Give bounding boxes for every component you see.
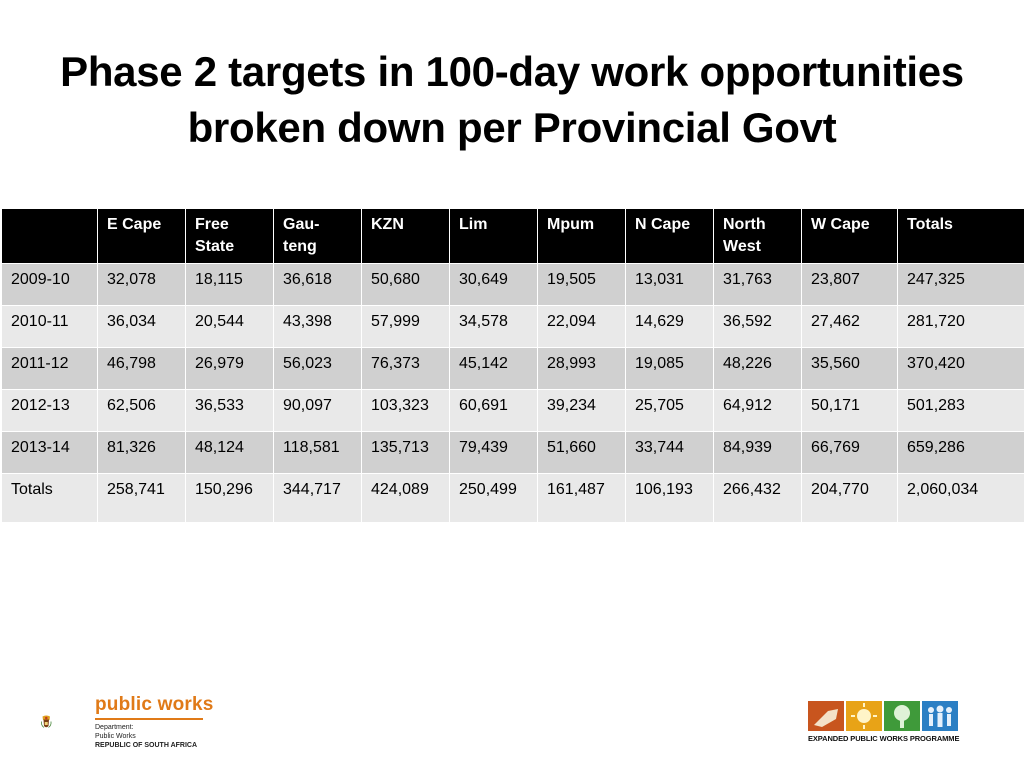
table-cell: 22,094 xyxy=(538,306,626,348)
table-cell: 45,142 xyxy=(450,348,538,390)
public-works-name: public works xyxy=(95,694,214,715)
table-cell: 247,325 xyxy=(898,264,1024,306)
row-label-cell: 2011-12 xyxy=(2,348,98,390)
table-cell: 20,544 xyxy=(186,306,274,348)
table-cell: 106,193 xyxy=(626,474,714,523)
row-label-cell: Totals xyxy=(2,474,98,523)
table-cell: 57,999 xyxy=(362,306,450,348)
header-cell-north-west: North West xyxy=(714,209,802,264)
table-cell: 50,171 xyxy=(802,390,898,432)
table-cell: 81,326 xyxy=(98,432,186,474)
public-works-divider xyxy=(95,718,203,720)
table-cell: 26,979 xyxy=(186,348,274,390)
table-cell: 14,629 xyxy=(626,306,714,348)
header-cell-kzn: KZN xyxy=(362,209,450,264)
table-cell: 2,060,034 xyxy=(898,474,1024,523)
targets-table xyxy=(1,208,1024,523)
public-works-department: Department: xyxy=(95,724,134,731)
row-label-cell: 2012-13 xyxy=(2,390,98,432)
table-cell: 84,939 xyxy=(714,432,802,474)
people-icon xyxy=(922,701,958,731)
table-cell: 370,420 xyxy=(898,348,1024,390)
table-cell: 36,533 xyxy=(186,390,274,432)
table-cell: 51,660 xyxy=(538,432,626,474)
table-cell: 48,226 xyxy=(714,348,802,390)
title-line-2: broken down per Provincial Govt xyxy=(187,104,837,151)
table-cell: 27,462 xyxy=(802,306,898,348)
table-cell: 25,705 xyxy=(626,390,714,432)
table-cell: 66,769 xyxy=(802,432,898,474)
table-cell: 103,323 xyxy=(362,390,450,432)
table-cell: 118,581 xyxy=(274,432,362,474)
table-cell: 30,649 xyxy=(450,264,538,306)
table-cell: 161,487 xyxy=(538,474,626,523)
coat-of-arms-icon xyxy=(41,716,51,728)
epwp-tiles xyxy=(808,701,960,731)
table-cell: 501,283 xyxy=(898,390,1024,432)
header-cell-lim: Lim xyxy=(450,209,538,264)
table-cell: 23,807 xyxy=(802,264,898,306)
header-cell-gauteng: Gau-teng xyxy=(274,209,362,264)
table-cell: 250,499 xyxy=(450,474,538,523)
table-cell: 135,713 xyxy=(362,432,450,474)
table-cell: 18,115 xyxy=(186,264,274,306)
coat-of-arms-logo xyxy=(40,692,90,752)
tree-icon xyxy=(884,701,920,731)
header-cell-n-cape: N Cape xyxy=(626,209,714,264)
table-cell: 424,089 xyxy=(362,474,450,523)
header-cell-totals: Totals xyxy=(898,209,1024,264)
title-line-1: Phase 2 targets in 100-day work opportunities xyxy=(60,48,964,95)
header-cell-e-cape: E Cape xyxy=(98,209,186,264)
slide-title xyxy=(0,44,1024,156)
table-cell: 90,097 xyxy=(274,390,362,432)
table-cell: 48,124 xyxy=(186,432,274,474)
table-row xyxy=(2,348,1024,390)
sun-icon xyxy=(846,701,882,731)
table-cell: 281,720 xyxy=(898,306,1024,348)
table-cell: 150,296 xyxy=(186,474,274,523)
table-header-row xyxy=(2,209,1024,264)
table-cell: 32,078 xyxy=(98,264,186,306)
table-cell: 76,373 xyxy=(362,348,450,390)
table-cell: 46,798 xyxy=(98,348,186,390)
row-label-cell: 2010-11 xyxy=(2,306,98,348)
table-cell: 31,763 xyxy=(714,264,802,306)
public-works-branding xyxy=(95,694,214,750)
table-cell: 344,717 xyxy=(274,474,362,523)
table-cell: 62,506 xyxy=(98,390,186,432)
epwp-label: EXPANDED PUBLIC WORKS PROGRAMME xyxy=(808,734,960,743)
table-cell: 33,744 xyxy=(626,432,714,474)
row-label-cell: 2009-10 xyxy=(2,264,98,306)
table-cell: 36,618 xyxy=(274,264,362,306)
table-cell: 43,398 xyxy=(274,306,362,348)
table-cell: 35,560 xyxy=(802,348,898,390)
public-works-country: REPUBLIC OF SOUTH AFRICA xyxy=(95,742,198,749)
table-row xyxy=(2,264,1024,306)
header-cell-mpum: Mpum xyxy=(538,209,626,264)
epwp-logo xyxy=(808,701,960,743)
trowel-icon xyxy=(808,701,844,731)
table-cell: 204,770 xyxy=(802,474,898,523)
table-cell: 64,912 xyxy=(714,390,802,432)
table-cell: 19,505 xyxy=(538,264,626,306)
table-cell: 659,286 xyxy=(898,432,1024,474)
table-cell: 258,741 xyxy=(98,474,186,523)
table-cell: 34,578 xyxy=(450,306,538,348)
table-cell: 56,023 xyxy=(274,348,362,390)
table-cell: 39,234 xyxy=(538,390,626,432)
table-row xyxy=(2,306,1024,348)
table-cell: 79,439 xyxy=(450,432,538,474)
header-cell-blank xyxy=(2,209,98,264)
table-row xyxy=(2,474,1024,523)
table-cell: 60,691 xyxy=(450,390,538,432)
public-works-department-name: Public Works xyxy=(95,733,136,740)
table-cell: 13,031 xyxy=(626,264,714,306)
table-row xyxy=(2,432,1024,474)
table-cell: 50,680 xyxy=(362,264,450,306)
table-cell: 28,993 xyxy=(538,348,626,390)
table-cell: 266,432 xyxy=(714,474,802,523)
table-row xyxy=(2,390,1024,432)
table-cell: 36,034 xyxy=(98,306,186,348)
table-cell: 36,592 xyxy=(714,306,802,348)
row-label-cell: 2013-14 xyxy=(2,432,98,474)
header-cell-free-state: Free State xyxy=(186,209,274,264)
table-cell: 19,085 xyxy=(626,348,714,390)
header-cell-w-cape: W Cape xyxy=(802,209,898,264)
